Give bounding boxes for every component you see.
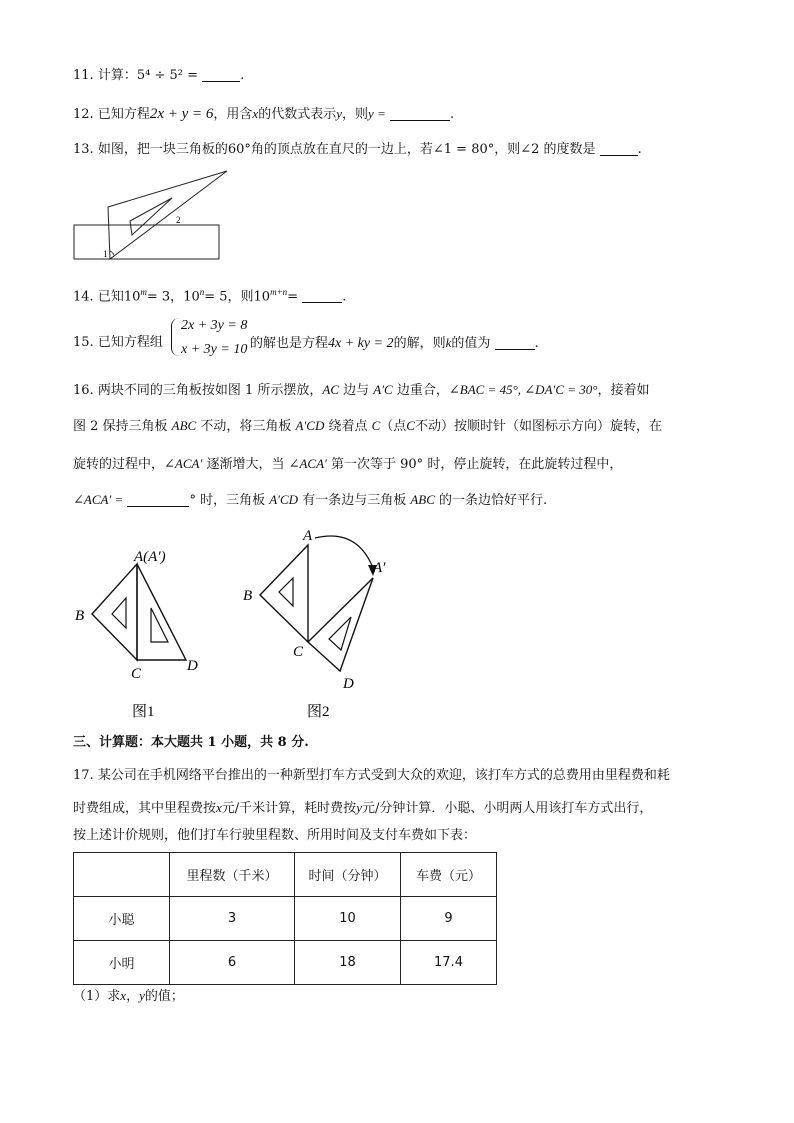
table-header-cell: 车费（元） — [401, 853, 497, 897]
question-17-line-1: 17. 某公司在手机网络平台推出的一种新型打车方式受到大众的欢迎，该打车方式的总费用由里程费和耗 — [73, 768, 670, 783]
triangle-a2cd — [308, 578, 373, 671]
table-cell: 10 — [295, 897, 401, 941]
angle-1-arc — [110, 251, 114, 255]
table-cell: 17.4 — [401, 941, 497, 985]
label-b: B — [243, 588, 253, 604]
question-16-line-3: 旋转的过程中，∠ACA′ 逐渐增大，当 ∠ACA′ 第一次等于 90° 时，停止旋转，在此旋转过程中， — [73, 456, 623, 472]
label-c: C — [293, 644, 304, 660]
label-d: D — [343, 676, 354, 692]
question-14: 14. 已知$10^m= 3$，$10^n= 5$，则$10^{m+n}=$ . — [73, 287, 347, 305]
system-brace — [171, 318, 180, 356]
question-15-rest: 的解也是方程4x + ky = 2的解，则k的值为 . — [250, 335, 539, 351]
table-row — [74, 897, 497, 941]
label-a: A(A′) — [134, 549, 166, 565]
table-cell: 9 — [401, 897, 497, 941]
question-17-line-2: 时费组成，其中里程费按x元/千米计算，耗时费按y元/分钟计算．小聪、小明两人用该打车方式出行， — [73, 800, 653, 816]
answer-blank[interactable] — [202, 67, 240, 82]
figure-13-ruler-triangle — [70, 165, 240, 265]
table-cell: 小聪 — [74, 897, 170, 941]
table-header-cell: 里程数（千米） — [170, 853, 295, 897]
figure-1 — [70, 540, 220, 725]
question-12: 12. 已知方程2x + y = 6，用含x的代数式表示y，则y = . — [73, 106, 455, 122]
question-17-sub-1: （1）求x，y的值； — [73, 988, 184, 1004]
table-header-cell: 时间（分钟） — [295, 853, 401, 897]
figure-caption: 图2 — [307, 704, 330, 720]
table-row — [74, 941, 497, 985]
rotation-arrow — [315, 536, 373, 568]
question-text: 计算：5⁴ ÷ 5² = — [97, 68, 198, 83]
figure-2 — [235, 520, 405, 720]
table-cell: 18 — [295, 941, 401, 985]
question-16-line-1: 16. 两块不同的三角板按如图 1 所示摆放，AC 边与 A′C 边重合，∠BAC = 45°, ∠DA′C = 30°，接着如 — [73, 382, 650, 398]
triangle-abc-inner — [279, 578, 293, 606]
system-equation-1: 2x + 3y = 8 — [181, 318, 248, 333]
label-b: B — [75, 608, 85, 624]
question-number: 15. — [73, 335, 94, 350]
label-a: A — [303, 528, 313, 544]
equation: 2x + y = 6 — [149, 106, 214, 122]
answer-blank[interactable] — [600, 141, 638, 156]
label-d: D — [187, 658, 198, 674]
table-cell: 3 — [170, 897, 295, 941]
triangle-a2cd-inner — [329, 617, 351, 650]
answer-blank[interactable] — [390, 106, 450, 121]
label-a-prime: A′ — [373, 560, 386, 576]
table-header-cell — [74, 853, 170, 897]
answer-blank[interactable] — [127, 492, 189, 507]
question-number: 16. — [73, 383, 94, 398]
question-text: 如图，把一块三角板的60°角的顶点放在直尺的一边上，若∠1 = 80°，则∠2 的度数是 — [97, 142, 596, 157]
question-11: 11. 计算：5⁴ ÷ 5² = . — [73, 68, 245, 83]
triangle-acd — [137, 564, 186, 660]
answer-blank[interactable] — [495, 335, 535, 350]
triangle-abc-inner — [112, 598, 126, 628]
question-17-line-3: 按上述计价规则，他们打车行驶里程数、所用时间及支付车费如下表： — [73, 828, 477, 843]
figure-caption: 图1 — [132, 704, 155, 720]
table-cell: 6 — [170, 941, 295, 985]
question-number: 17. — [73, 768, 94, 783]
question-number: 12. — [73, 107, 94, 122]
question-number: 14. — [73, 289, 94, 305]
set-square-outer — [108, 171, 227, 259]
triangle-acd-inner — [151, 608, 168, 642]
question-16-line-4: ∠ACA′ = ° 时，三角板 A′CD 有一条边与三角板 ABC 的一条边恰好平行. — [73, 492, 548, 508]
answer-blank[interactable] — [302, 288, 342, 303]
question-13: 13. 如图，把一块三角板的60°角的顶点放在直尺的一边上，若∠1 = 80°，则∠2 的度数是 . — [73, 142, 642, 157]
section-heading: 三、计算题：本大题共 1 小题，共 8 分. — [73, 735, 309, 750]
fare-table — [73, 852, 497, 985]
triangle-abc — [260, 545, 308, 642]
question-number: 13. — [73, 142, 94, 157]
question-16-line-2: 图 2 保持三角板 ABC 不动，将三角板 A′CD 绕着点 C（点C不动）按顺时针（如图标示方向）旋转，在 — [73, 418, 662, 434]
question-number: 11. — [73, 68, 94, 83]
angle-2-label: 2 — [176, 215, 181, 225]
angle-1-label: 1 — [103, 249, 108, 259]
ruler — [74, 225, 219, 259]
table-header-row — [74, 853, 497, 897]
label-c: C — [131, 666, 142, 682]
system-equation-2: x + 3y = 10 — [181, 342, 248, 357]
equation: 4x + ky = 2 — [328, 336, 394, 351]
table-cell: 小明 — [74, 941, 170, 985]
question-15: 15. 已知方程组 — [73, 335, 163, 350]
